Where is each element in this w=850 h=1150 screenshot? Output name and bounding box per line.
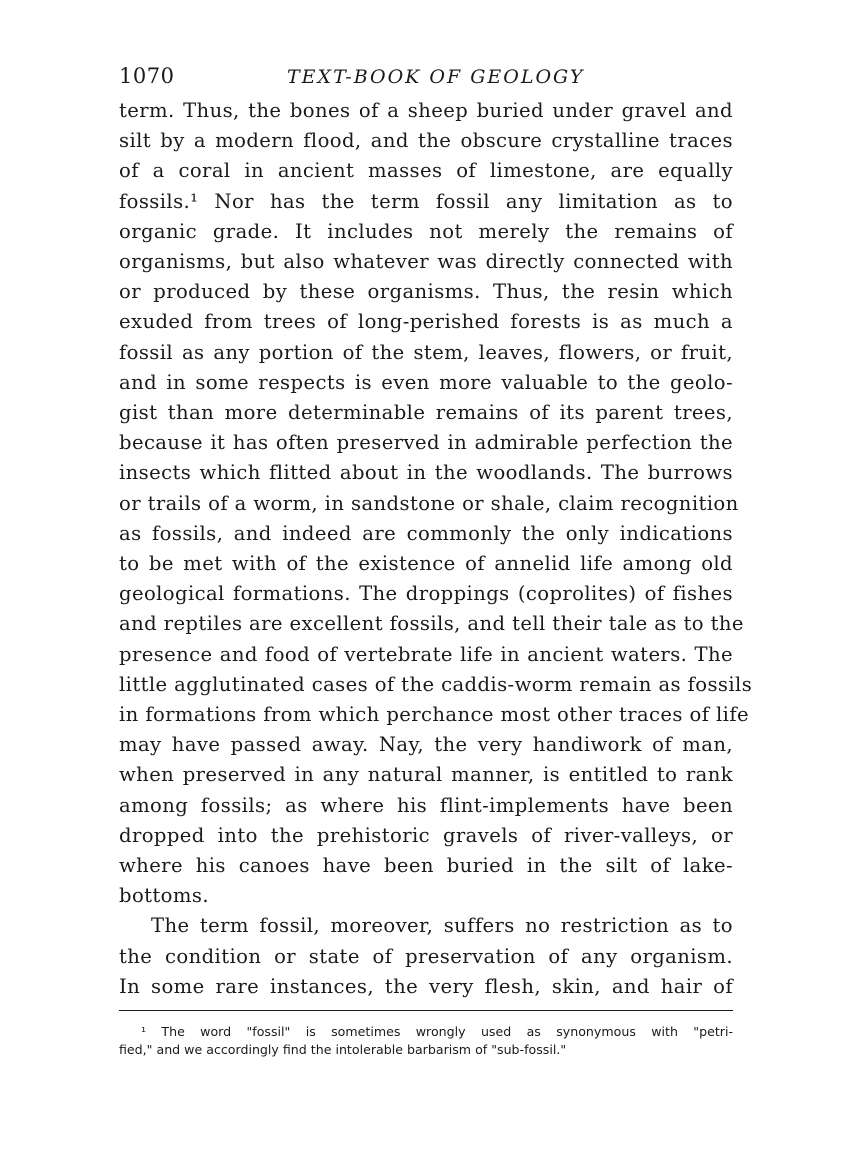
- text-line: of a coral in ancient masses of limestone, are equally: [119, 159, 733, 183]
- text-line: and in some respects is even more valuable to the geolo-: [119, 370, 733, 394]
- text-line: or produced by these organisms. Thus, the resin which: [119, 280, 733, 304]
- footnote-line: ¹ The word "fossil" is sometimes wrongly used as synonymous with "petri-: [141, 1024, 733, 1040]
- text-line: geological formations. The droppings (coprolites) of fishes: [119, 582, 733, 606]
- text-line: among fossils; as where his flint-implements have been: [119, 793, 733, 817]
- text-line: because it has often preserved in admirable perfection the: [119, 431, 733, 455]
- footnote-divider: [119, 1010, 733, 1011]
- text-line: the condition or state of preservation of any organism.: [119, 944, 733, 968]
- text-line: organic grade. It includes not merely the remains of: [119, 219, 733, 243]
- text-line: presence and food of vertebrate life in ancient waters. The: [119, 642, 733, 666]
- text-line: may have passed away. Nay, the very handiwork of man,: [119, 733, 733, 757]
- text-line: little agglutinated cases of the caddis-worm remain as fossils: [119, 672, 753, 696]
- text-line: fossil as any portion of the stem, leaves, flowers, or fruit,: [119, 340, 733, 364]
- text-line: or trails of a worm, in sandstone or shale, claim recognition: [119, 491, 739, 515]
- book-page: [119, 62, 753, 1059]
- text-line: bottoms.: [119, 884, 209, 908]
- text-line: when preserved in any natural manner, is entitled to rank: [119, 763, 733, 787]
- footnotes: [119, 1023, 733, 1059]
- text-line: and reptiles are excellent fossils, and tell their tale as to the: [119, 612, 744, 636]
- text-line: exuded from trees of long-perished forests is as much a: [119, 310, 733, 334]
- text-line: term. Thus, the bones of a sheep buried under gravel and: [119, 99, 733, 122]
- text-line: The term fossil, moreover, suffers no restriction as to: [151, 914, 733, 938]
- text-line: fossils.¹ Nor has the term fossil any limitation as to: [119, 189, 733, 213]
- text-line: silt by a modern flood, and the obscure crystalline traces: [119, 129, 733, 153]
- text-line: In some rare instances, the very flesh, skin, and hair of: [119, 974, 733, 998]
- body-text: [119, 96, 753, 1002]
- running-head: [119, 62, 733, 96]
- text-line: insects which flitted about in the woodlands. The burrows: [119, 461, 733, 485]
- text-line: as fossils, and indeed are commonly the only indications: [119, 521, 733, 545]
- page-number: 1070: [119, 64, 175, 88]
- text-line: where his canoes have been buried in the silt of lake-: [119, 854, 733, 878]
- text-line: organisms, but also whatever was directly connected with: [119, 250, 733, 274]
- text-line: dropped into the prehistoric gravels of river-valleys, or: [119, 823, 733, 847]
- text-line: in formations from which perchance most other traces of life: [119, 703, 749, 727]
- running-title: TEXT-BOOK OF GEOLOGY: [287, 66, 585, 88]
- text-line: gist than more determinable remains of its parent trees,: [119, 401, 733, 425]
- footnote-line: fied," and we accordingly find the intolerable barbarism of "sub-fossil.": [119, 1042, 567, 1058]
- text-line: to be met with of the existence of annelid life among old: [119, 552, 733, 576]
